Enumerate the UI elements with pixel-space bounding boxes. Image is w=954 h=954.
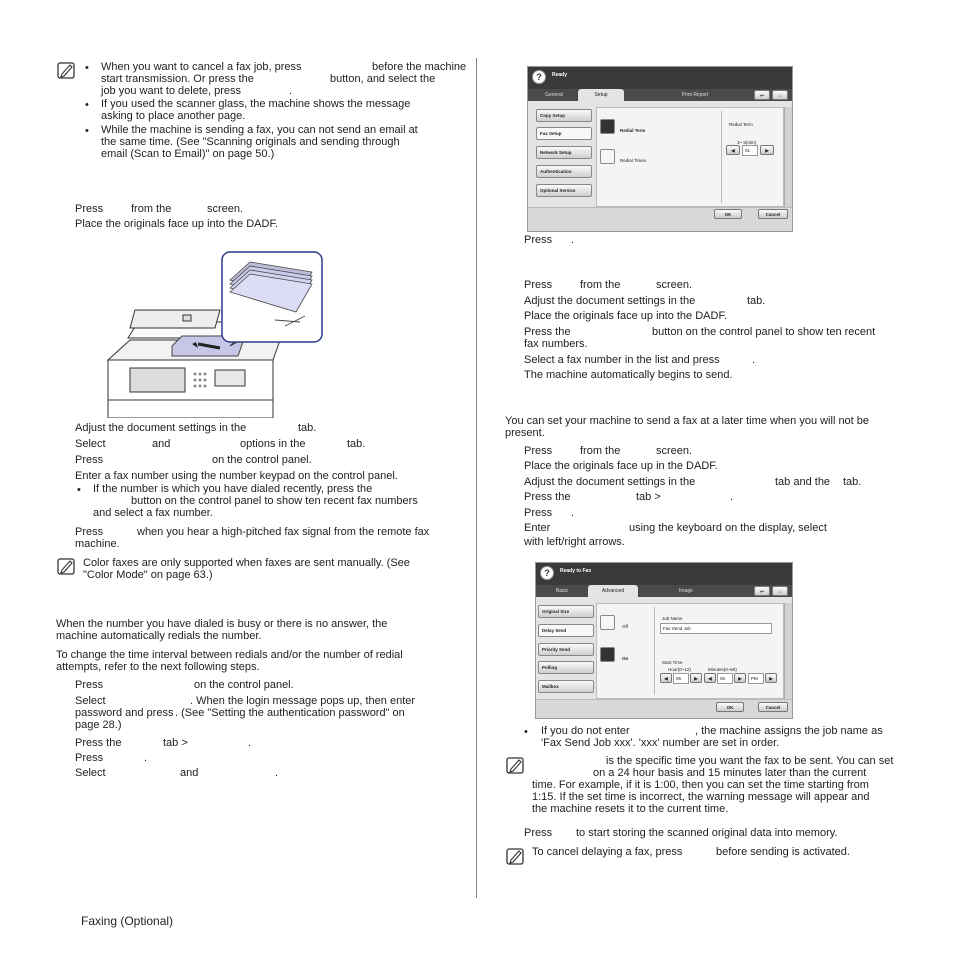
step-text: Place the originals face up in the DADF. <box>524 460 718 472</box>
step-text: . <box>248 737 252 749</box>
step-text: and <box>180 767 199 779</box>
step-text: and <box>152 438 171 450</box>
step-text: Press <box>524 234 553 246</box>
home-icon[interactable]: ⌂ <box>772 90 788 100</box>
option-label: Redial Term <box>620 128 646 133</box>
sidebar-item-authentication[interactable]: Authentication <box>536 165 592 178</box>
step-text: using the keyboard on the display, select <box>629 522 827 534</box>
note-icon <box>506 757 526 775</box>
option-label: Redial Times <box>620 158 647 163</box>
note-text: Color faxes are only supported when faxes are sent manually. (See <box>83 557 410 569</box>
screen-header <box>528 67 792 89</box>
step-text: Press <box>75 526 104 538</box>
step-text: Press <box>75 454 104 466</box>
panel-title: Redial Term <box>729 122 753 127</box>
sidebar-item-delay-send[interactable]: Delay Send <box>538 624 594 637</box>
step-text: Adjust the document settings in the <box>524 295 696 307</box>
step-text: Enter a fax number using the number keypad on the control panel. <box>75 470 398 482</box>
step-text: Adjust the document settings in the <box>524 476 696 488</box>
paragraph: To change the time interval between redials and/or the number of redial <box>56 649 403 661</box>
step-text: password and press <box>75 707 174 719</box>
step-text: screen. <box>656 279 693 291</box>
note-text: While the machine is sending a fax, you can not send an email at <box>101 124 418 136</box>
bullet: • <box>524 726 528 738</box>
home-icon[interactable]: ⌂ <box>772 586 788 596</box>
job-name-label: Job Name <box>662 616 683 621</box>
ampm-value[interactable]: PM <box>748 673 764 684</box>
step-text: Select <box>75 438 106 450</box>
note-text: time. For example, if it is 1:00, then you can set the time starting from <box>532 779 869 791</box>
note-text: . <box>289 85 293 97</box>
step-text: with left/right arrows. <box>524 536 625 548</box>
paragraph: machine automatically redials the number. <box>56 630 262 642</box>
note-icon <box>57 62 77 80</box>
step-text: Select <box>75 767 106 779</box>
bullet: • <box>77 484 81 496</box>
ok-button[interactable]: OK <box>714 209 742 219</box>
screen-title: Ready to Fax <box>560 568 592 574</box>
sidebar-item-optional-service[interactable]: Optional Service <box>536 184 592 197</box>
step-text: tab > <box>636 491 661 503</box>
step-text: Press <box>524 445 553 457</box>
step-text: If the number is which you have dialed recently, press the <box>93 483 373 495</box>
note-text: the same time. (See "Scanning originals and sending through <box>101 136 400 148</box>
note-text: When you want to cancel a fax job, press <box>101 61 302 73</box>
setup-screen <box>527 66 793 232</box>
step-text: Adjust the document settings in the <box>75 422 247 434</box>
ok-button[interactable]: OK <box>716 702 744 712</box>
step-text: on the control panel. <box>194 679 294 691</box>
help-icon[interactable]: ? <box>540 566 554 580</box>
scrollbar[interactable] <box>784 107 792 207</box>
step-text: from the <box>580 445 621 457</box>
step-text: Press <box>524 507 553 519</box>
step-text: . When the login message pops up, then enter <box>190 695 416 707</box>
screen-footer <box>536 699 793 719</box>
step-text: . <box>571 507 575 519</box>
step-text: from the <box>131 203 172 215</box>
options-panel <box>596 603 784 699</box>
note-text: email (Scan to Email)" on page 50.) <box>101 148 275 160</box>
step-text: . <box>275 767 279 779</box>
page-footer: Faxing (Optional) <box>81 914 174 928</box>
dadf-illustration <box>100 250 325 418</box>
note-text: job you want to delete, press <box>101 85 242 97</box>
tab-advanced[interactable]: Advanced <box>588 585 638 597</box>
help-icon[interactable]: ? <box>532 70 546 84</box>
step-text: page 28.) <box>75 719 122 731</box>
step-text: Select a fax number in the list and press <box>524 354 720 366</box>
note-text: button, and select the <box>330 73 436 85</box>
back-icon[interactable]: ↩ <box>754 586 770 596</box>
step-text: machine. <box>75 538 120 550</box>
note-text: 1:15. If the set time is incorrect, the warning message will appear and <box>532 791 870 803</box>
hour-increase-button[interactable]: ▶ <box>690 673 702 683</box>
tab-general[interactable]: General <box>545 92 563 98</box>
delay-off-toggle[interactable] <box>600 615 615 630</box>
note-text: before sending is activated. <box>716 846 850 858</box>
step-text: Press <box>75 752 104 764</box>
start-time-label: Start Time <box>662 660 683 665</box>
step-text: to start storing the scanned original data into memory. <box>576 827 838 839</box>
redial-term-toggle[interactable] <box>600 119 615 134</box>
note-text: "Color Mode" on page 63.) <box>83 569 213 581</box>
scrollbar[interactable] <box>784 603 792 699</box>
hour-value[interactable]: 06 <box>673 673 689 684</box>
note-icon <box>506 848 526 866</box>
step-text: and select a fax number. <box>93 507 213 519</box>
fax-advanced-screen <box>535 562 793 719</box>
step-text: Press the <box>524 491 571 503</box>
cancel-button[interactable]: Cancel <box>758 209 788 219</box>
minute-increase-button[interactable]: ▶ <box>734 673 746 683</box>
step-text: . (See "Setting the authentication password" on <box>175 707 405 719</box>
back-icon[interactable]: ↩ <box>754 90 770 100</box>
note-text: on a 24 hour basis and 15 minutes later than the current <box>593 767 867 779</box>
step-text: options in the <box>240 438 306 450</box>
tab-basic[interactable]: Basic <box>555 588 569 594</box>
note-icon <box>57 558 77 576</box>
redial-term-value[interactable]: 01 <box>742 145 758 156</box>
screen-title: Ready <box>552 72 568 78</box>
step-text: screen. <box>207 203 244 215</box>
step-text: The machine automatically begins to send. <box>524 369 733 381</box>
step-text: Enter <box>524 522 551 534</box>
bullet-text: 'Fax Send Job xxx'. 'xxx' number are set in order. <box>541 737 780 749</box>
minute-decrease-button[interactable]: ◀ <box>704 673 716 683</box>
step-text: tab. <box>298 422 317 434</box>
tab-setup[interactable]: Setup <box>578 89 624 101</box>
option-label: Off <box>622 624 628 629</box>
bullet-text: , the machine assigns the job name as <box>695 725 883 737</box>
column-divider <box>476 58 477 898</box>
step-text: Place the originals face up into the DADF. <box>524 310 728 322</box>
delay-on-toggle[interactable] <box>600 647 615 662</box>
hour-decrease-button[interactable]: ◀ <box>660 673 672 683</box>
note-text: To cancel delaying a fax, press <box>532 846 683 858</box>
bullet: • <box>85 125 89 137</box>
step-text: . <box>144 752 148 764</box>
note-text: the machine resets it to the current time. <box>532 803 729 815</box>
paragraph: present. <box>505 427 545 439</box>
step-text: from the <box>580 279 621 291</box>
hour-label: Hour(0~12) <box>668 667 691 672</box>
note-text: is the specific time you want the fax to be sent. You can set <box>606 755 894 767</box>
cancel-button[interactable]: Cancel <box>758 702 788 712</box>
sidebar-item-polling[interactable]: Polling <box>538 661 594 674</box>
step-text: . <box>571 234 575 246</box>
minute-value[interactable]: 06 <box>717 673 733 684</box>
bullet: • <box>85 99 89 111</box>
step-text: when you hear a high-pitched fax signal from the remote fax <box>137 526 430 538</box>
option-label: On <box>622 656 629 661</box>
step-text: Press <box>524 279 553 291</box>
step-text: button on the control panel to show ten recent <box>652 326 876 338</box>
tab-image[interactable]: Image <box>679 588 693 594</box>
sidebar-item-original-size[interactable]: Original Size <box>538 605 594 618</box>
step-text: tab and the <box>775 476 831 488</box>
step-text: on the control panel. <box>212 454 312 466</box>
note-text: start transmission. Or press the <box>101 73 254 85</box>
bullet: • <box>85 62 89 74</box>
panel-separator <box>721 111 722 203</box>
step-text: button on the control panel to show ten recent fax numbers <box>131 495 418 507</box>
tab-print-report[interactable]: Print Report <box>681 92 709 98</box>
sidebar-item-priority-send[interactable]: Priority Send <box>538 643 594 656</box>
sidebar-item-mailbox[interactable]: Mailbox <box>538 680 594 693</box>
decrease-button[interactable]: ◀ <box>726 145 740 155</box>
step-text: Press <box>75 203 104 215</box>
paragraph: When the number you have dialed is busy or there is no answer, the <box>56 618 388 630</box>
paragraph: attempts, refer to the next following steps. <box>56 661 260 673</box>
step-text: tab. <box>843 476 862 488</box>
step-text: tab > <box>163 737 188 749</box>
increase-button[interactable]: ▶ <box>760 145 774 155</box>
bullet-text: If you do not enter <box>541 725 630 737</box>
sidebar-item-network-setup[interactable]: Network Setup <box>536 146 592 159</box>
redial-times-toggle[interactable] <box>600 149 615 164</box>
minutes-label: Minutes(0~59) <box>708 667 737 672</box>
ampm-toggle-button[interactable]: ▶ <box>765 673 777 683</box>
step-text: . <box>730 491 734 503</box>
step-text: Press <box>524 827 553 839</box>
paragraph: You can set your machine to send a fax at a later time when you will not be <box>505 415 870 427</box>
note-text: asking to place another page. <box>101 110 246 122</box>
step-text: . <box>752 354 756 366</box>
step-text: tab. <box>747 295 766 307</box>
sidebar-item-copy-setup[interactable]: Copy Setup <box>536 109 592 122</box>
step-text: Press the <box>524 326 571 338</box>
step-text: Press <box>75 679 104 691</box>
step-text: Place the originals face up into the DADF. <box>75 218 279 230</box>
sidebar-item-fax-setup[interactable]: Fax Setup <box>536 127 592 140</box>
step-text: Select <box>75 695 106 707</box>
step-text: tab. <box>347 438 366 450</box>
step-text: Press the <box>75 737 122 749</box>
screen-footer <box>528 207 793 232</box>
note-text: If you used the scanner glass, the machine shows the message <box>101 98 411 110</box>
note-text: before the machine <box>372 61 467 73</box>
panel-separator <box>654 607 655 695</box>
step-text: fax numbers. <box>524 338 588 350</box>
range-label: 3~ 5(min) <box>737 140 757 145</box>
step-text: screen. <box>656 445 693 457</box>
job-name-field[interactable]: Fax Send Job <box>660 623 772 634</box>
